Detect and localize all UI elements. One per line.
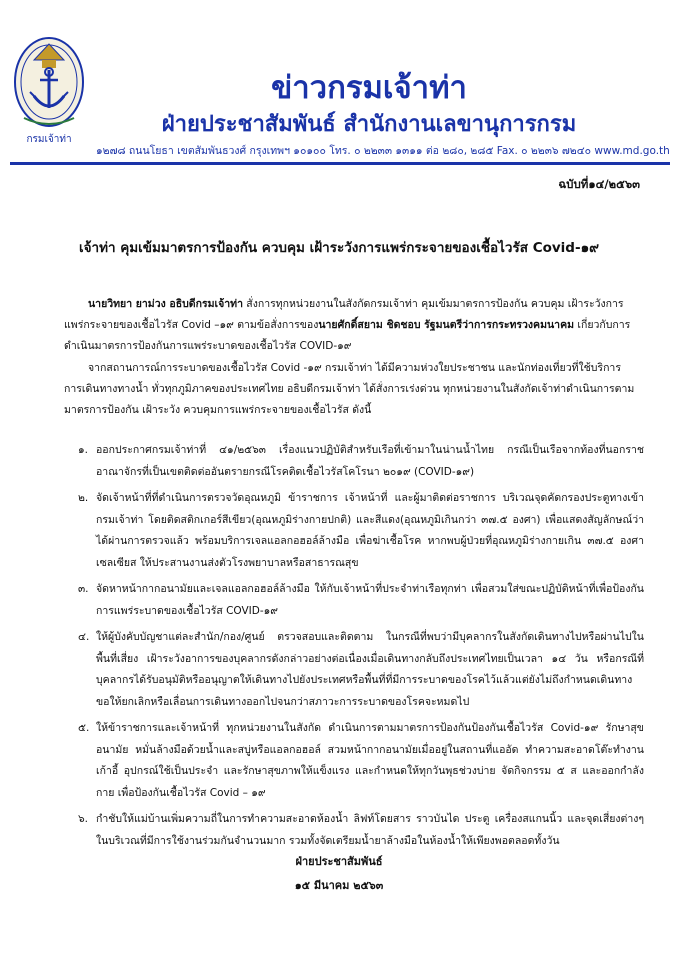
item-text: กำชับให้แม่บ้านเพิ่มความถี่ในการทำความสะอาดห้องน้ำ ลิฟท์โดยสาร ราวบันได ประตู เครื่องสแกนนิ้ว และจุดเสี่ยงต่างๆ ในบริเวณที่มีการใช้งานร่วมกันจำนวนมาก รวมทั้งจัดเตรียมน้ำยาล้างมือในห้องน้ำให้เพียงพอตลอดทั้งวัน — [96, 813, 644, 847]
list-item — [64, 579, 644, 622]
item-text: ให้ข้าราชการและเจ้าหน้าที่ ทุกหน่วยงานในสังกัด ดำเนินการตามมาตรการป้องกันป้องกันเชื้อไวรัส Covid-๑๙ รักษาสุขอนามัย หมั่นล้างมือด้วยน้ำและสบู่หรือแอลกอฮอล์ สวมหน้ากากอนามัยเมื่ออยู่ในสถานที่แออัด ทำความสะอาดโต๊ะทำงาน เก้าอี้ อุปกรณ์ใช้เป็นประจำ และรักษาสุขภาพให้แข็งแรง และกำหนดให้ทุกวันพุธช่วงบ่าย จัดกิจกรรม ๕ ส และออกกำลังกาย เพื่อป้องกันเชื้อไวรัส Covid – ๑๙ — [96, 722, 644, 799]
minister-name: นายศักดิ์สยาม ชิดชอบ รัฐมนตรีว่าการกระทรวงคมนาคม — [318, 319, 575, 331]
list-item — [64, 488, 644, 574]
page-title: ข่าวกรมเจ้าท่า — [271, 70, 467, 106]
list-item — [64, 627, 644, 713]
signature-date: ๑๕ มีนาคม ๒๕๖๓ — [294, 879, 384, 892]
address-line: ๑๒๗๘ ถนนโยธา เขตสัมพันธวงศ์ กรุงเทพฯ ๑๐๑๐๐ โทร. ๐ ๒๒๓๓ ๑๓๑๑ ต่อ ๒๘๐, ๒๘๕ Fax. ๐ ๒๒๓๖ ๗๒๔๐ www.md.go.th — [96, 145, 670, 157]
item-text: จัดหาหน้ากากอนามัยและเจลแอลกอฮอล์ล้างมือ ให้กับเจ้าหน้าที่ประจำท่าเรือทุกท่า เพื่อสวมใส่ขณะปฏิบัติหน้าที่เพื่อป้องกันการแพร่ระบาดของเชื้อไวรัส COVID-๑๙ — [96, 583, 644, 617]
list-item — [64, 809, 644, 852]
item-text: ออกประกาศกรมเจ้าท่าที่ ๔๑/๒๕๖๓ เรื่องแนวปฏิบัติสำหรับเรือที่เข้ามาในน่านน้ำไทย กรณีเป็นเรือจากท้องที่นอกราชอาณาจักรที่เป็นเขตติดต่ออันตรายกรณีโรคติดเชื้อไวรัสโคโรนา ๒๐๑๙ (COVID-๑๙) — [96, 444, 644, 478]
item-number: ๕. — [78, 722, 90, 734]
measures-list — [64, 440, 644, 857]
item-text: จัดเจ้าหน้าที่ที่ดำเนินการตรวจวัดอุณหภูมิ ข้าราชการ เจ้าหน้าที่ และผู้มาติดต่อราชการ บริเวณจุดคัดกรองประตูทางเข้ากรมเจ้าท่า โดยติดสติกเกอร์สีเขียว(อุณหภูมิร่างกายปกติ) และสีแดง(อุณหภูมิเกินกว่า ๓๗.๕ องศา) เพื่อแสดงสัญลักษณ์ว่าได้ผ่านการตรวจแล้ว พร้อมบริการเจลแอลกอฮอล์ล้างมือ เพื่อฆ่าเชื้อโรค หากพบผู้ป่วยที่อุณหภูมิร่างกายเกิน ๓๗.๕ องศาเซลเซียส ให้ประสานงานส่งตัวโรงพยาบาลหรือสาธารณสุข — [96, 492, 644, 569]
item-number: ๔. — [78, 631, 90, 643]
page-subtitle: ฝ่ายประชาสัมพันธ์ สำนักงานเลขานุการกรม — [161, 112, 577, 137]
intro-text-2: เกี่ยวกับการดำเนินมาตรการป้องกันการแพร่ระบาดของเชื้อไวรัส COVID-๑๙ — [64, 319, 631, 352]
reference-number: ฉบับที่๑๔/๒๕๖๓ — [558, 177, 640, 191]
item-number: ๑. — [78, 444, 89, 456]
situation-text: จากสถานการณ์การระบาดของเชื้อไวรัส Covid -๑๙ กรมเจ้าท่า ได้มีความห่วงใยประชาชน และนักท่องเที่ยวที่ใช้บริการการเดินทางทางน้ำ ทั่วทุกภูมิภาคของประเทศไทย อธิบดีกรมเจ้าท่า ได้สั่งการเร่งด่วน ทุกหน่วยงานในสังกัดเจ้าท่าดำเนินการตามมาตรการป้องกัน เฝ้าระวัง ควบคุมการแพร่กระจายของเชื้อไวรัส ดังนี้ — [64, 362, 635, 416]
seal-text: กรมเจ้าท่า — [26, 134, 72, 145]
list-item — [64, 440, 644, 483]
item-number: ๒. — [78, 492, 89, 504]
paragraph-situation — [64, 358, 638, 421]
header-divider — [10, 162, 670, 165]
item-number: ๖. — [78, 813, 89, 825]
paragraph-intro — [64, 294, 638, 357]
signature-department: ฝ่ายประชาสัมพันธ์ — [295, 855, 383, 868]
item-number: ๓. — [78, 583, 89, 595]
news-headline: เจ้าท่า คุมเข้มมาตรการป้องกัน ควบคุม เฝ้าระวังการแพร่กระจายของเชื้อไวรัส Covid-๑๙ — [78, 240, 600, 256]
item-text: ให้ผู้บังคับบัญชาแต่ละสำนัก/กอง/ศูนย์ ตรวจสอบและติดตาม ในกรณีที่พบว่ามีบุคลากรในสังกัดเดินทางไปหรือผ่านไปในพื้นที่เสี่ยง เฝ้าระวังอาการของบุคลากรดังกล่าวอย่างต่อเนื่องเมื่อเดินทางกลับถึงประเทศไทยเป็นเวลา ๑๔ วัน หรือกรณีที่บุคลากรได้รับอนุมัติหรืออนุญาตให้เดินทางไปยังประเทศหรือพื้นที่ที่มีการระบาดของโรคไว้แล้วแต่ยังไม่ถึงกำหนดเดินทาง ขอให้ยกเลิกหรือเลื่อนการเดินทางออกไปจนกว่าสภาวะการระบาดของโรคจะหมดไป — [96, 631, 644, 708]
director-name: นายวิทยา ยาม่วง อธิบดีกรมเจ้าท่า — [88, 298, 243, 310]
intro-text-1: สั่งการทุกหน่วยงานในสังกัดกรมเจ้าท่า คุมเข้มมาตรการป้องกัน ควบคุม เฝ้าระวังการแพร่กระจายของเชื้อไวรัส Covid –๑๙ ตามข้อสั่งการของ — [64, 298, 624, 331]
list-item — [64, 718, 644, 804]
